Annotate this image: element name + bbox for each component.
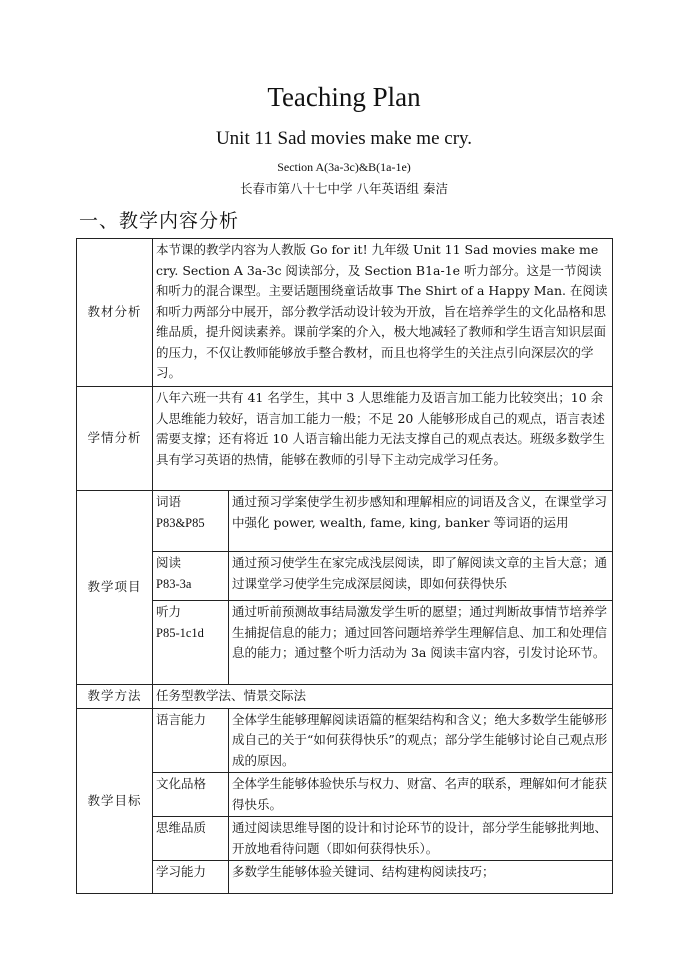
method-text: 任务型教学法、情景交际法: [153, 685, 613, 709]
row-label-items: 教学项目: [77, 491, 153, 685]
table-row-item-vocab: [77, 491, 613, 552]
table-row-item-listening: [77, 601, 613, 685]
table-row-method: [77, 685, 613, 709]
item-name: 词语: [156, 494, 182, 509]
item-name-cell: [153, 491, 229, 552]
table-row-goal-culture: [77, 773, 613, 817]
row-label-method: 教学方法: [77, 685, 153, 709]
author-line: 长春市第八十七中学 八年英语组 秦洁: [240, 181, 448, 196]
goal-name: 语言能力: [153, 708, 229, 773]
material-text: 本节课的教学内容为人教版 Go for it! 九年级 Unit 11 Sad movies make me cry. Section A 3a-3c 阅读部分，及 Section B1a-1e 听力部分。这是一节阅读和听力的混合课型。主要话题围绕童话故事 The Shirt of a Happy Man. 在阅读和听力两部分中展开，部分教学活动设计较为开放，旨在培养学生的文化品格和思维品质，提升阅读素养。课前学案的介入，极大地减轻了教师和学生语言知识层面的压力，不仅让教师能够放手整合教材，而且也将学生的关注点引向深层次的学习。: [153, 239, 613, 387]
item-text: 通过预习使学生在家完成浅层阅读，即了解阅读文章的主旨大意；通过课堂学习使学生完成深层阅读，即如何获得快乐: [229, 552, 613, 601]
item-name: 听力: [156, 604, 182, 619]
row-label-students: 学情分析: [77, 387, 153, 491]
goal-text: 多数学生能够体验关键词、结构建构阅读技巧；: [229, 861, 613, 894]
table-row-item-reading: [77, 552, 613, 601]
item-page-ref: P85-1c1d: [156, 625, 204, 640]
goal-text: 通过阅读思维导图的设计和讨论环节的设计，部分学生能够批判地、开放地看待问题（即如何获得快乐）。: [229, 817, 613, 861]
item-name-cell: [153, 601, 229, 685]
table-row-goal-thinking: [77, 817, 613, 861]
unit-title: Unit 11 Sad movies make me cry.: [215, 128, 473, 149]
table-row-goal-learning: [77, 861, 613, 894]
item-name-cell: [153, 552, 229, 601]
table-row-material: [77, 239, 613, 387]
content-analysis-table: [76, 238, 613, 894]
item-page-ref: P83-3a: [156, 576, 192, 591]
row-label-material: 教材分析: [77, 239, 153, 387]
table-row-students: [77, 387, 613, 491]
section-range: Section A(3a-3c)&B(1a-1e): [277, 160, 411, 174]
section-heading: 一、教学内容分析: [79, 210, 240, 232]
item-page-ref: P83&P85: [156, 515, 205, 530]
item-text: 通过听前预测故事结局激发学生听的愿望；通过判断故事情节培养学生捕捉信息的能力；通过回答问题培养学生理解信息、加工和处理信息的能力；通过整个听力活动为 3a 阅读丰富内容，引发讨论环节。: [229, 601, 613, 685]
item-text: 通过预习学案使学生初步感知和理解相应的词语及含义，在课堂学习中强化 power, wealth, fame, king, banker 等词语的运用: [229, 491, 613, 552]
goal-name: 文化品格: [153, 773, 229, 817]
goal-text: 全体学生能够体验快乐与权力、财富、名声的联系，理解如何才能获得快乐。: [229, 773, 613, 817]
goal-text: 全体学生能够理解阅读语篇的框架结构和含义；绝大多数学生能够形成自己的关于“如何获得快乐”的观点；部分学生能够讨论自己观点形成的原因。: [229, 708, 613, 773]
row-label-goals: 教学目标: [77, 708, 153, 894]
table-row-goal-language: [77, 708, 613, 773]
goal-name: 思维品质: [153, 817, 229, 861]
item-name: 阅读: [156, 555, 182, 570]
students-text: 八年六班一共有 41 名学生，其中 3 人思维能力及语言加工能力比较突出；10 余人思维能力较好，语言加工能力一般；不足 20 人能够形成自己的观点，语言表述需要支撑；还有将近 10 人语言输出能力无法支撑自己的观点表达。班级多数学生具有学习英语的热情，能够在教师的引导下主动完成学习任务。: [153, 387, 613, 491]
goal-name: 学习能力: [153, 861, 229, 894]
document-title: Teaching Plan: [267, 82, 421, 112]
